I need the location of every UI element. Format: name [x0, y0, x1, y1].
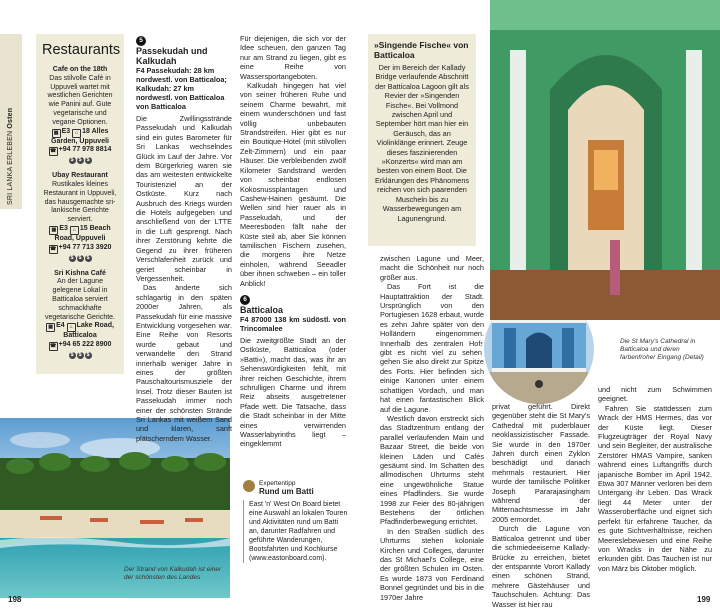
column-7: und nicht zum Schwimmen geeignet. Fahren Sie stattdessen zum Wrack der HMS Hermes, das vor der Küste liegt. Dieser Flugzeugträger der Royal Navy und sein Begleiter, der australische Zerstörer HMAS Vampire, sanken während eines Luftangriffs durch japanische Bomber im April 1942. Etwa 307 Männer verloren bei dem Untergang ihr Leben. Das Wrack liegt 44 Meter unter der Wasseroberfläche und eignet sich perfekt für erfahrene Taucher, da es gute Sichtverhältnisse, reichen Meereslebewesen und eine Reihe von Wracks in der Nähe zu erkunden gibt. Das Tauchen ist nur von März bis Oktober möglich. [598, 385, 712, 573]
phone-icon: ☎ [50, 148, 57, 155]
expert-tip: Expertentipp Rund um Batti East 'n' West On Board bietet eine Auswahl an lokalen Touren und Aktivitäten rund um Batti an, darunter Radfahren und geführte Wanderungen, Bootsfahrten und Kochkurse (www.eastonboard.com). [243, 480, 349, 563]
section-number: 5 [136, 36, 146, 46]
page-number-right: 199 [697, 595, 711, 604]
section-title: Batticaloa [240, 304, 284, 315]
restaurant-item: Cafe on the 18th Das stilvolle Café in Uppuveli wartet mit westlichen Gerichten wie Panini auf. Gute vegetarische und vegane Optionen. ▦ E3 ⌂ 18 Alles Garden, Uppuveli ☎ +94 77 978 8814 $ $ $ [42, 66, 118, 165]
column-6: privat geführt. Direkt gegenüber steht die St Mary's Cathedral mit puderblauer neoklassizistischer Fassade. Sie wurde in den 1970er Jahren durch einen Zyklon beschädigt und danach mehrmals restauriert. Hier wurde der tamilische Politiker Joseph Pararajasingham während der Mitternachtsmesse im Jahr 2005 ermordet. Durch die Lagune von Batticaloa getrennt und über die schmiedeeiserne Kallady-Brücke zu erreichen, bietet der entspannte Vorort Kallady einen schönen Strand, mehrere Gästehäuser und Tauchschulen. Achtung: Das Wasser ist hier rau [492, 402, 590, 609]
section-6: 6 Batticaloa F4 87000 138 km südöstl. von Trincomalee Die zweitgrößte Stadt an der Ostküste, Batticaloa (oder »Batti«), macht das, was ihr an Sehenswürdigkeiten fehlt, mit ihrer reichen Geschichte, ihrem schrulligen Charme und ihrem Reiz abseits ausgetretener Pfade wett. Die Tatsache, dass die Stadt scheinbar in der Mitte eines verwirrenden Wasserlabyrinths liegt – eingeklemmt [240, 295, 346, 449]
phone-icon: ☎ [50, 343, 57, 350]
beach-caption: Der Strand von Kalkudah ist einer der schönsten des Landes [124, 566, 222, 581]
section-5: 5 Passekudah und Kalkudah F4 Passekudah: 28 km nordwestl. von Batticaloa; Kalkudah: 27 km nordwestl. von Batticaloa von Batticaloa Die Zwillingsstrände Passekudah und Kalkudah sind ein gutes Barometer für Sri Lankas wechselndes Glück im Lauf der Jahre. Vor dem Bürgerkrieg waren sie das am weitesten entwickelte Touristenziel an der Ostküste. Kurz nach Ausbruch des Kriegs wurden die Hotels aufgegeben und anschließend von der LTTE in die Luft gesprengt. Nach ihrer Zerstörung kehrte die Gegend zu ihrer früheren Verschlafenheit zurück und geriet scheinbar in Vergessenheit. Das änderte sich schlagartig in den späten 2000er Jahren, als Passekudah für eine massive Entwicklung vorgesehen war. Eine Reihe von Resorts wurde gebaut und verwandelte den Strand innerhalb weniger Jahre in eines der größten Pauschaltourismusziele der Insel. Trotz dieser Bauten ist Passekudah immer noch einer der schönsten Strände Sri Lankas mit weißem Sand und klaren, sanft plätscherndem Wasser. [136, 37, 232, 443]
page-number-left: 198 [8, 595, 22, 604]
address-icon: ⌂ [70, 226, 79, 235]
section-title: Passekudah und Kalkudah [136, 46, 208, 66]
tip-icon [243, 480, 255, 492]
map-icon: ▦ [49, 226, 58, 235]
section-meta: F4 87000 138 km südöstl. von Trincomalee [240, 314, 346, 333]
restaurants-box [36, 34, 124, 374]
section-meta: F4 Passekudah: 28 km nordwestl. von Batticaloa; Kalkudah: 27 km nordwestl. von Batticaloa von Batticaloa [136, 66, 227, 111]
restaurants-title: Restaurants [42, 42, 121, 58]
section-number: 6 [240, 295, 250, 305]
price-badges: $ $ $ [70, 157, 90, 164]
column-3: Für diejenigen, die sich vor der Idee scheuen, den ganzen Tag nur am Strand zu liegen, gibt es eine Reihe von Wassersportangeboten. Kalkudah hingegen hat viel von seiner früheren Ruhe und seinem Charme bewahrt, mit einem wunderschönen und fast völlig unbebauten Strandstreifen. Hier gibt es nur ein Boutique-Hotel (mit stilvollen Zelt-Zimmern) und ein paar Häuser. Die verbleibenden zwölf Kilometer Sandstrand werden von scheinbar endlosen Kokosnussplantagen und Cashew-Hainen gesäumt. Die Wellen sind hier rauer als in Passekudah, und der Meeresboden fällt nahe der Küste steil ab, aber Sie können tamilischen Fischern zusehen, die morgens ihre Netze einholen, während Seeadler über ihnen schweben – ein toller Anblick! 6 Batticaloa F4 87000 138 km südöstl. von Trincomalee Die zweitgrößte Stadt an der Ostküste, Batticaloa (oder »Batti«), macht das, was ihr an Sehenswürdigkeiten fehlt, mit ihrer reichen Geschichte, ihrem schrulligen Charme und ihrem Reiz abseits ausgetretener Pfade wett. Die Tatsache, dass die Stadt scheinbar in der Mitte eines verwirrenden Wasserlabyrinths liegt – eingeklemmt [240, 34, 346, 449]
column-5: zwischen Lagune und Meer, macht die Schönheit nur noch größer aus. Das Fort ist die Hauptattraktion der Stadt. Ursprünglich von den Portugiesen 1628 erbaut, wurde es zehn Jahre später von den Holländern eingenommen. Innerhalb des zentralen Hofs gibt es nicht viel zu sehen, gehen Sie also direkt zur Spitze des Forts. Hier befinden sich einige Kanonen unter einem schattigen Vordach, und man hat einen fantastischen Blick auf die Lagune. Westlich davon erstreckt sich das Stadtzentrum entlang der parallel verlaufenden Main und Bazaar Street, die beide von kleinen Läden und Cafés gesäumt sind. Im Schatten des allmodischen Uhrturms steht eine ungewöhnliche Statue eines Pfadfinders. Sie wurde 1998 zur Feier des 80-jährigen Bestehens der örtlichen Pfadfinderbewegung errichtet. In den Straßen südlich des Uhrturms stehen koloniale Kirchen und Colleges, darunter das St Michael's College, eine der größten Schulen im Osten. Es wurde 1873 von Ferdinand Bonnel gegründet und bis in die 1970er Jahre [380, 254, 484, 602]
side-tab-text: SRI LANKA ERLEBEN Osten [7, 107, 14, 205]
cathedral-interior-photo [490, 0, 720, 320]
price-badges: $ $ $ [70, 352, 90, 359]
address-icon: ⌂ [67, 323, 76, 332]
map-icon: ▦ [46, 323, 55, 332]
address-icon: ⌂ [72, 129, 81, 138]
singing-fish-box: »Singende Fische« von Batticaloa Der im Bereich der Kallady Bridge verlaufende Abschnitt der Batticaloa Lagoon gilt als Revier der »Singenden Fische«. Bei Vollmond zwischen April und September hört man hier ein Geräusch, das an Violinklänge erinnert. Zeuge dieses faszinierenden »Konzerts« wird man am besten von einem Boot. Die Erklärungen des Phänomens reichen von sich paarenden Muscheln bis zu Wasserbewegungen am Lagunengrund. [368, 34, 476, 246]
cathedral-caption: Die St Mary's Cathedral in Batticaloa und deren farbenfroher Eingang (Detail) [620, 338, 704, 361]
phone-icon: ☎ [50, 245, 57, 252]
price-badges: $ $ $ [70, 254, 90, 261]
restaurant-item: Ubay Restaurant Rustikales kleines Restaurant in Uppuveli, das hausgemachte sri-lankische Gerichte serviert. ▦ E3 ⌂ 15 Beach Road, Uppuveli ☎ +94 77 713 3920 $ $ $ [43, 172, 117, 261]
box-title: »Singende Fische« von Batticaloa [374, 40, 469, 60]
restaurant-item: Sri Kishna Café An der Lagune gelegene Lokal in Batticaloa serviert schmackhafte vegetarische Gerichte. ▦ E4 ⌂ Lake Road, Batticaloa ☎ +94 65 222 8900 $ $ $ [42, 270, 118, 360]
map-icon: ▦ [52, 129, 61, 138]
